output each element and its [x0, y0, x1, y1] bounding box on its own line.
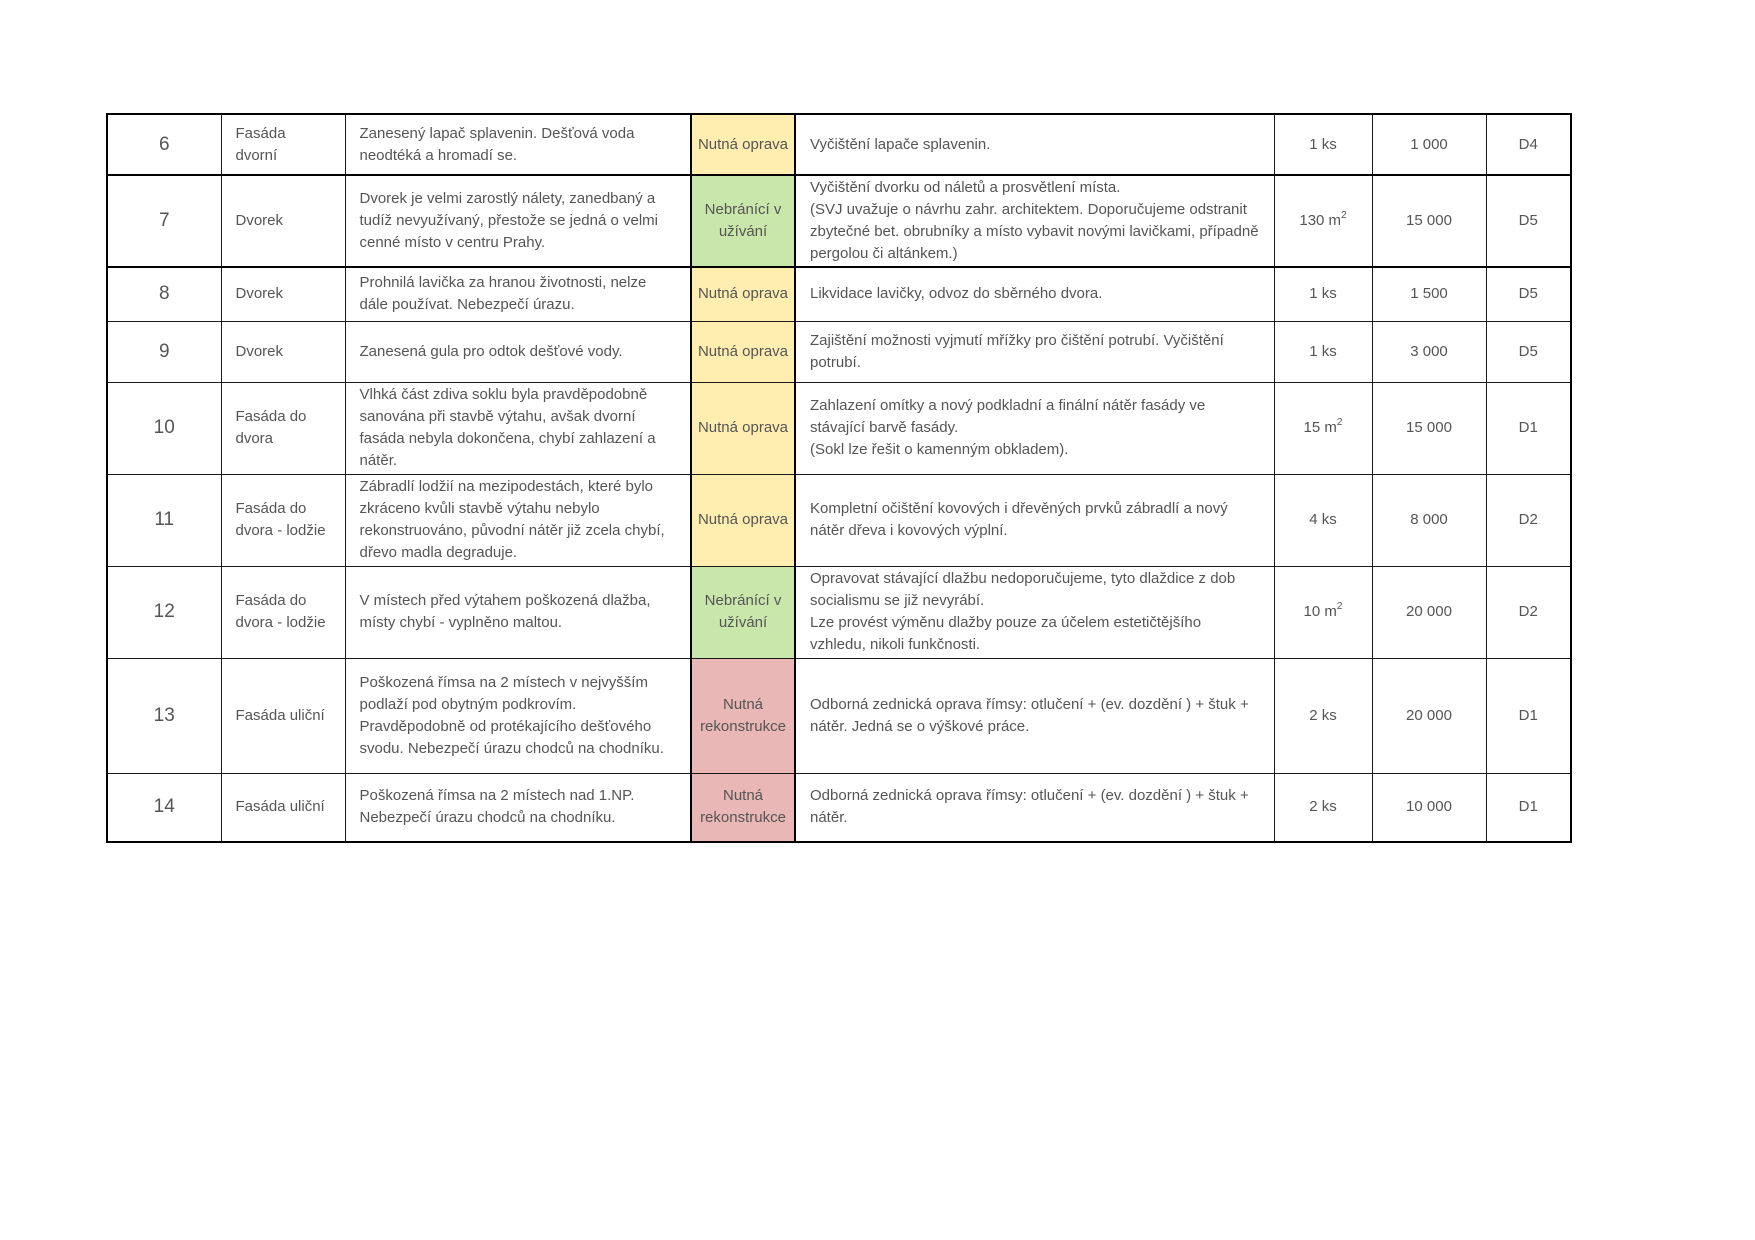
- location-cell-text: Dvorek: [235, 342, 284, 360]
- status-cell-text: Nutná rekonstrukce: [700, 787, 786, 827]
- description-cell-text: Vlhká část zdiva soklu byla pravděpodobně sanována při stavbě výtahu, avšak dvorní fasáda nebyla dokončena, chybí zahlazení a nátěr.: [359, 386, 656, 469]
- quantity-cell-text: 2 ks: [1309, 798, 1337, 816]
- table-row: [107, 267, 1571, 321]
- price-cell: [1372, 175, 1486, 267]
- table-body: [107, 114, 1571, 842]
- status-cell-text: Nutná oprava: [697, 135, 789, 153]
- code-cell-text: D1: [1518, 419, 1538, 436]
- quantity-cell-text: 2 ks: [1309, 706, 1337, 724]
- status-cell-text: Nebránící v užívání: [704, 201, 782, 240]
- location-cell-text: Fasáda uliční: [235, 706, 325, 724]
- code-cell: [1486, 382, 1571, 474]
- action-cell: [795, 175, 1274, 267]
- unit-exponent: 2: [1336, 601, 1343, 612]
- defects-table: [106, 113, 1572, 843]
- table-row: [107, 114, 1571, 175]
- row-number-text: 8: [158, 283, 170, 305]
- status-cell-text: Nutná oprava: [697, 342, 789, 360]
- location-cell-text: Fasáda do dvora - lodžie: [235, 592, 326, 631]
- action-cell: [795, 114, 1274, 175]
- location-cell: [221, 175, 345, 267]
- table-row: [107, 566, 1571, 658]
- status-cell: [691, 382, 795, 474]
- action-cell-text: Likvidace lavičky, odvoz do sběrného dvora.: [810, 285, 1103, 303]
- status-cell-text: Nutná oprava: [697, 419, 789, 436]
- price-cell-text: 3 000: [1410, 342, 1448, 360]
- status-cell: [691, 566, 795, 658]
- row-number: [107, 773, 221, 842]
- status-cell: [691, 175, 795, 267]
- price-cell-text: 20 000: [1406, 706, 1452, 724]
- quantity-cell-text: 1 ks: [1309, 135, 1337, 153]
- description-cell: [345, 382, 691, 474]
- description-cell: [345, 175, 691, 267]
- action-cell-text: Odborná zednická oprava římsy: otlučení + (ev. dozdění ) + štuk + nátěr.: [810, 787, 1249, 827]
- action-cell: [795, 321, 1274, 382]
- location-cell-text: Fasáda uliční: [235, 798, 325, 816]
- table-row: [107, 175, 1571, 267]
- description-cell: [345, 114, 691, 175]
- description-cell-text: Dvorek je velmi zarostlý nálety, zanedbaný a tudíž nevyužívaný, přestože se jedná o velmi cenné místo v centru Prahy.: [359, 190, 658, 251]
- quantity-cell: [1274, 382, 1372, 474]
- description-cell-text: Poškozená římsa na 2 místech v nejvyšším podlaží pod obytným podkrovím. Pravděpodobně od protékajícího dešťového svodu. Nebezpečí úrazu chodců na chodníku.: [359, 673, 664, 757]
- code-cell: [1486, 267, 1571, 321]
- row-number: [107, 382, 221, 474]
- code-cell-text: D1: [1518, 706, 1538, 724]
- status-cell: [691, 114, 795, 175]
- price-cell: [1372, 658, 1486, 773]
- action-cell: [795, 658, 1274, 773]
- price-cell: [1372, 474, 1486, 566]
- quantity-cell-text: 1 ks: [1309, 285, 1337, 303]
- table-row: [107, 474, 1571, 566]
- price-cell: [1372, 566, 1486, 658]
- location-cell-text: Fasáda dvorní: [235, 124, 286, 164]
- price-cell: [1372, 382, 1486, 474]
- row-number-text: 14: [153, 796, 175, 818]
- quantity-cell: [1274, 267, 1372, 321]
- description-cell: [345, 658, 691, 773]
- location-cell: [221, 773, 345, 842]
- price-cell-text: 15 000: [1406, 212, 1452, 229]
- quantity-cell: [1274, 114, 1372, 175]
- status-cell: [691, 267, 795, 321]
- table-row: [107, 773, 1571, 842]
- status-cell-text: Nutná rekonstrukce: [700, 695, 786, 735]
- quantity-cell: [1274, 321, 1372, 382]
- status-cell-text: Nutná oprava: [697, 285, 789, 303]
- location-cell: [221, 566, 345, 658]
- action-cell-text: Kompletní očištění kovových i dřevěných prvků zábradlí a nový nátěr dřeva i kovových výplní.: [810, 500, 1228, 539]
- row-number-text: 12: [153, 601, 175, 622]
- code-cell-text: D4: [1518, 135, 1538, 153]
- price-cell: [1372, 773, 1486, 842]
- price-cell-text: 10 000: [1406, 798, 1452, 816]
- code-cell: [1486, 474, 1571, 566]
- row-number-text: 10: [153, 417, 175, 438]
- status-cell: [691, 321, 795, 382]
- price-cell: [1372, 267, 1486, 321]
- action-cell: [795, 773, 1274, 842]
- action-cell: [795, 474, 1274, 566]
- location-cell-text: Dvorek: [235, 212, 284, 229]
- location-cell: [221, 658, 345, 773]
- quantity-cell: [1274, 175, 1372, 267]
- quantity-cell-text: 4 ks: [1309, 511, 1337, 528]
- code-cell-text: D5: [1518, 342, 1538, 360]
- status-cell: [691, 474, 795, 566]
- description-cell-text: Poškozená římsa na 2 místech nad 1.NP. Nebezpečí úrazu chodců na chodníku.: [359, 787, 635, 827]
- description-cell: [345, 773, 691, 842]
- location-cell: [221, 474, 345, 566]
- code-cell-text: D5: [1518, 285, 1538, 303]
- code-cell: [1486, 566, 1571, 658]
- action-cell-text: Opravovat stávající dlažbu nedoporučujeme, tyto dlaždice z dob socialismu se již nevyrábí. Lze provést výměnu dlažby pouze za účelem estetičtějšího vzhledu, nikoli funkčnosti.: [810, 570, 1236, 653]
- quantity-cell: [1274, 658, 1372, 773]
- location-cell: [221, 267, 345, 321]
- price-cell-text: 15 000: [1406, 419, 1452, 436]
- table-row: [107, 658, 1571, 773]
- code-cell: [1486, 321, 1571, 382]
- row-number: [107, 658, 221, 773]
- action-cell-text: Zajištění možnosti vyjmutí mřížky pro čištění potrubí. Vyčištění potrubí.: [810, 331, 1224, 371]
- status-cell: [691, 658, 795, 773]
- price-cell: [1372, 321, 1486, 382]
- status-cell-text: Nutná oprava: [697, 511, 789, 528]
- row-number-text: 11: [154, 509, 175, 530]
- row-number: [107, 474, 221, 566]
- location-cell: [221, 114, 345, 175]
- table-row: [107, 321, 1571, 382]
- location-cell-text: Dvorek: [235, 285, 284, 303]
- quantity-cell: [1274, 773, 1372, 842]
- code-cell-text: D2: [1518, 511, 1538, 528]
- action-cell-text: Vyčištění lapače splavenin.: [810, 135, 991, 153]
- code-cell: [1486, 114, 1571, 175]
- action-cell-text: Odborná zednická oprava římsy: otlučení + (ev. dozdění ) + štuk + nátěr. Jedná se o výškové práce.: [810, 695, 1249, 735]
- price-cell: [1372, 114, 1486, 175]
- description-cell: [345, 321, 691, 382]
- table-row: [107, 382, 1571, 474]
- code-cell-text: D2: [1518, 603, 1538, 620]
- price-cell-text: 20 000: [1406, 603, 1452, 620]
- action-cell-text: Vyčištění dvorku od náletů a prosvětlení místa. (SVJ uvažuje o návrhu zahr. architektem. Doporučujeme odstranit zbytečné bet. obrubníky a místo vybavit novými lavičkami, případně pergolou či altánkem.): [810, 179, 1259, 262]
- location-cell: [221, 382, 345, 474]
- quantity-cell: [1274, 566, 1372, 658]
- price-cell-text: 1 000: [1410, 135, 1448, 153]
- price-cell-text: 1 500: [1410, 285, 1448, 303]
- description-cell-text: Zanesená gula pro odtok dešťové vody.: [359, 342, 623, 360]
- description-cell-text: V místech před výtahem poškozená dlažba, místy chybí - vyplněno maltou.: [359, 592, 651, 631]
- code-cell: [1486, 175, 1571, 267]
- code-cell-text: D1: [1518, 798, 1538, 816]
- row-number-text: 9: [158, 340, 170, 362]
- row-number: [107, 267, 221, 321]
- quantity-cell-text: 130 m: [1299, 212, 1342, 229]
- description-cell: [345, 267, 691, 321]
- row-number-text: 7: [158, 210, 170, 231]
- action-cell: [795, 382, 1274, 474]
- quantity-cell-text: 10 m: [1303, 603, 1337, 620]
- action-cell: [795, 267, 1274, 321]
- quantity-cell-text: 1 ks: [1309, 342, 1337, 360]
- description-cell-text: Zábradlí lodžií na mezipodestách, které bylo zkráceno kvůli stavbě výtahu nebylo rekonstruováno, původní nátěr již zcela chybí, dřevo madla degraduje.: [359, 478, 665, 561]
- action-cell-text: Zahlazení omítky a nový podkladní a finální nátěr fasády ve stávající barvě fasády. (Sokl lze řešit o kamenným obkladem).: [810, 397, 1206, 458]
- row-number: [107, 175, 221, 267]
- description-cell: [345, 474, 691, 566]
- description-cell: [345, 566, 691, 658]
- description-cell-text: Prohnilá lavička za hranou životnosti, nelze dále používat. Nebezpečí úrazu.: [359, 274, 647, 314]
- code-cell-text: D5: [1518, 212, 1538, 229]
- row-number: [107, 114, 221, 175]
- status-cell-text: Nebránící v užívání: [704, 592, 782, 631]
- row-number-text: 13: [153, 704, 175, 726]
- code-cell: [1486, 658, 1571, 773]
- row-number: [107, 321, 221, 382]
- description-cell-text: Zanesený lapač splavenin. Dešťová voda neodtéká a hromadí se.: [359, 124, 635, 164]
- code-cell: [1486, 773, 1571, 842]
- unit-exponent: 2: [1336, 417, 1343, 428]
- location-cell-text: Fasáda do dvora - lodžie: [235, 500, 326, 539]
- quantity-cell: [1274, 474, 1372, 566]
- location-cell: [221, 321, 345, 382]
- row-number: [107, 566, 221, 658]
- quantity-cell-text: 15 m: [1303, 419, 1337, 436]
- price-cell-text: 8 000: [1410, 511, 1448, 528]
- action-cell: [795, 566, 1274, 658]
- status-cell: [691, 773, 795, 842]
- row-number-text: 6: [158, 133, 170, 155]
- location-cell-text: Fasáda do dvora: [235, 408, 307, 447]
- unit-exponent: 2: [1341, 210, 1347, 221]
